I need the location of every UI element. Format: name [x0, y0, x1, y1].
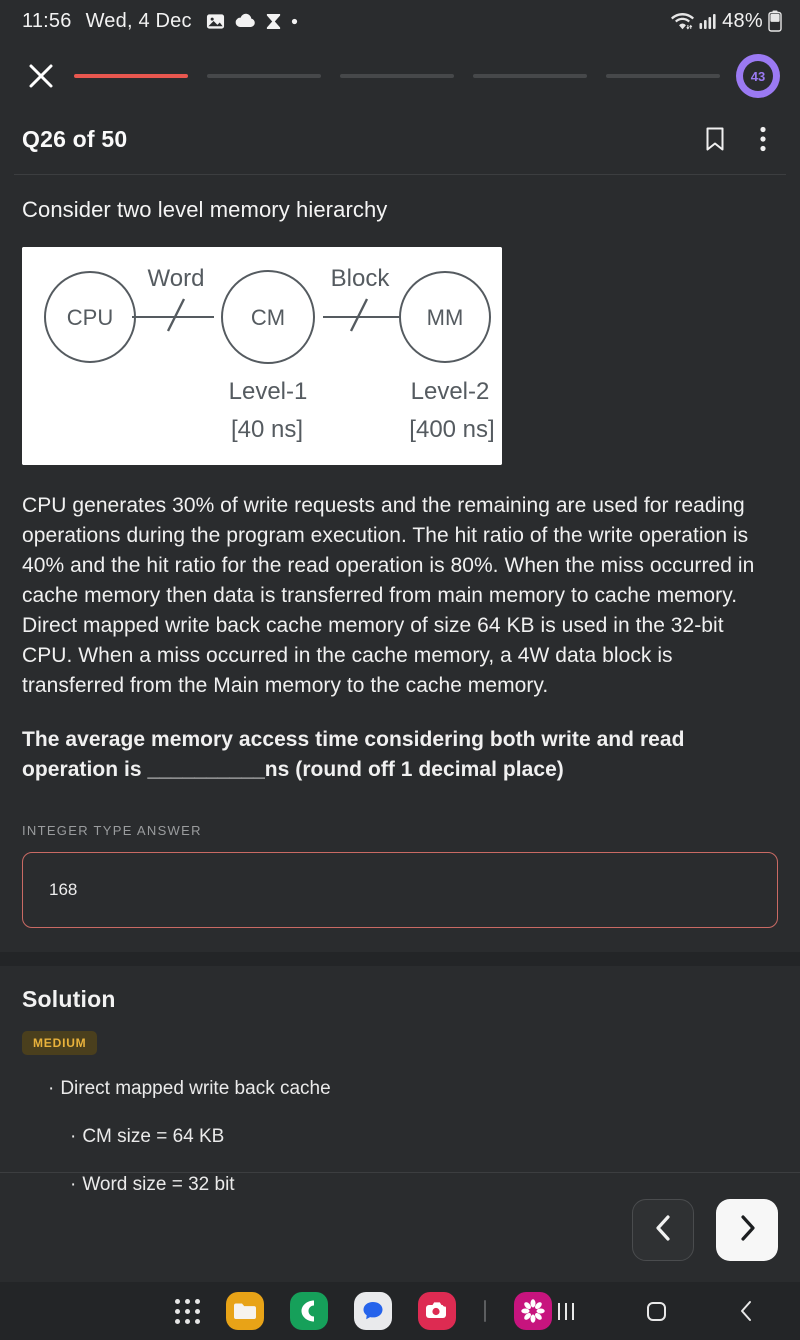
chevron-right-icon	[737, 1213, 757, 1248]
chevron-left-icon	[653, 1213, 673, 1248]
answer-type-label: INTEGER TYPE ANSWER	[22, 823, 202, 838]
question-header	[0, 110, 800, 174]
home-icon[interactable]	[642, 1297, 670, 1325]
solution-bullet-text: CM size = 64 KB	[82, 1126, 225, 1147]
cloud-icon	[234, 13, 256, 29]
diagram-edge-word: Word	[147, 265, 205, 292]
camera-icon[interactable]	[418, 1292, 456, 1330]
image-icon	[206, 12, 225, 31]
diagram-node-mm: MM	[426, 305, 464, 330]
status-bar	[0, 0, 800, 42]
battery-icon	[768, 10, 782, 32]
timer-badge[interactable]	[736, 54, 780, 98]
section-divider	[0, 952, 800, 966]
diagram-edge-block: Block	[330, 265, 390, 292]
diagram-level-2: Level-2	[410, 378, 490, 405]
solution-bullet	[22, 1125, 778, 1149]
solution-title: Solution	[22, 986, 116, 1012]
status-time: 11:56	[22, 9, 72, 32]
signal-icon	[699, 12, 717, 30]
apps-grid-icon[interactable]	[175, 1299, 200, 1324]
files-icon[interactable]	[226, 1292, 264, 1330]
dot-icon	[291, 18, 298, 25]
diagram-time-1: [40 ns]	[230, 416, 304, 443]
gallery-icon[interactable]	[514, 1292, 552, 1330]
memory-hierarchy-diagram	[22, 247, 502, 465]
footer-nav	[0, 1176, 800, 1284]
system-taskbar	[0, 1282, 800, 1340]
answer-input[interactable]: 168	[22, 852, 778, 928]
question-paragraph-1: CPU generates 30% of write requests and the remaining are used for reading operations during the program execution. The hit ratio of the write operation is 40% and the hit ratio for the read operation is 80%. When the miss occurred in cache memory then data is transferred from main memory to cache memory. Direct mapped write back cache memory of size 64 KB is used in the 32-bit CPU. When a miss occurred in the cache memory, a 4W data block is transferred from the Main memory to the cache memory.	[22, 494, 755, 697]
status-date: Wed, 4 Dec	[85, 9, 192, 32]
solution-section	[0, 966, 800, 1197]
progress-segment[interactable]	[473, 74, 587, 78]
question-title: Consider two level memory hierarchy	[22, 197, 388, 222]
taskbar-divider	[484, 1300, 486, 1322]
diagram-node-cpu: CPU	[66, 305, 114, 330]
bullet-dot: ·	[70, 1126, 77, 1147]
timer-value: 43	[743, 61, 773, 91]
previous-question-button[interactable]	[632, 1199, 694, 1261]
next-question-button[interactable]	[716, 1199, 778, 1261]
hourglass-icon	[265, 12, 282, 31]
progress-segment[interactable]	[207, 74, 321, 78]
back-icon[interactable]	[732, 1297, 760, 1325]
question-body	[0, 175, 800, 928]
solution-bullet-text: Direct mapped write back cache	[60, 1078, 331, 1099]
diagram-node-cm: CM	[250, 305, 286, 330]
progress-segment[interactable]	[606, 74, 720, 78]
more-vertical-icon[interactable]	[748, 124, 778, 154]
solution-bullet-text: Word size = 32 bit	[82, 1174, 235, 1195]
wifi-icon	[671, 11, 694, 31]
progress-bar	[74, 74, 720, 78]
close-icon[interactable]	[24, 59, 58, 93]
diagram-svg	[22, 247, 502, 465]
bookmark-icon[interactable]	[700, 124, 730, 154]
question-paragraph-2: The average memory access time considering both write and read operation is __________ns (round off 1 decimal place)	[22, 728, 685, 781]
progress-segment[interactable]	[340, 74, 454, 78]
question-counter: Q26 of 50	[22, 125, 128, 152]
bullet-dot: ·	[48, 1078, 55, 1099]
diagram-level-1: Level-1	[228, 378, 308, 405]
messages-icon[interactable]	[354, 1292, 392, 1330]
footer-divider	[0, 1172, 800, 1173]
difficulty-badge: MEDIUM	[22, 1031, 97, 1055]
bullet-dot: ·	[70, 1174, 77, 1195]
progress-segment[interactable]	[74, 74, 188, 78]
quiz-top-bar	[0, 42, 800, 110]
battery-percent: 48%	[722, 9, 763, 32]
diagram-time-2: [400 ns]	[409, 416, 495, 443]
recents-icon[interactable]	[552, 1297, 580, 1325]
solution-bullet	[22, 1077, 778, 1101]
phone-icon[interactable]	[290, 1292, 328, 1330]
